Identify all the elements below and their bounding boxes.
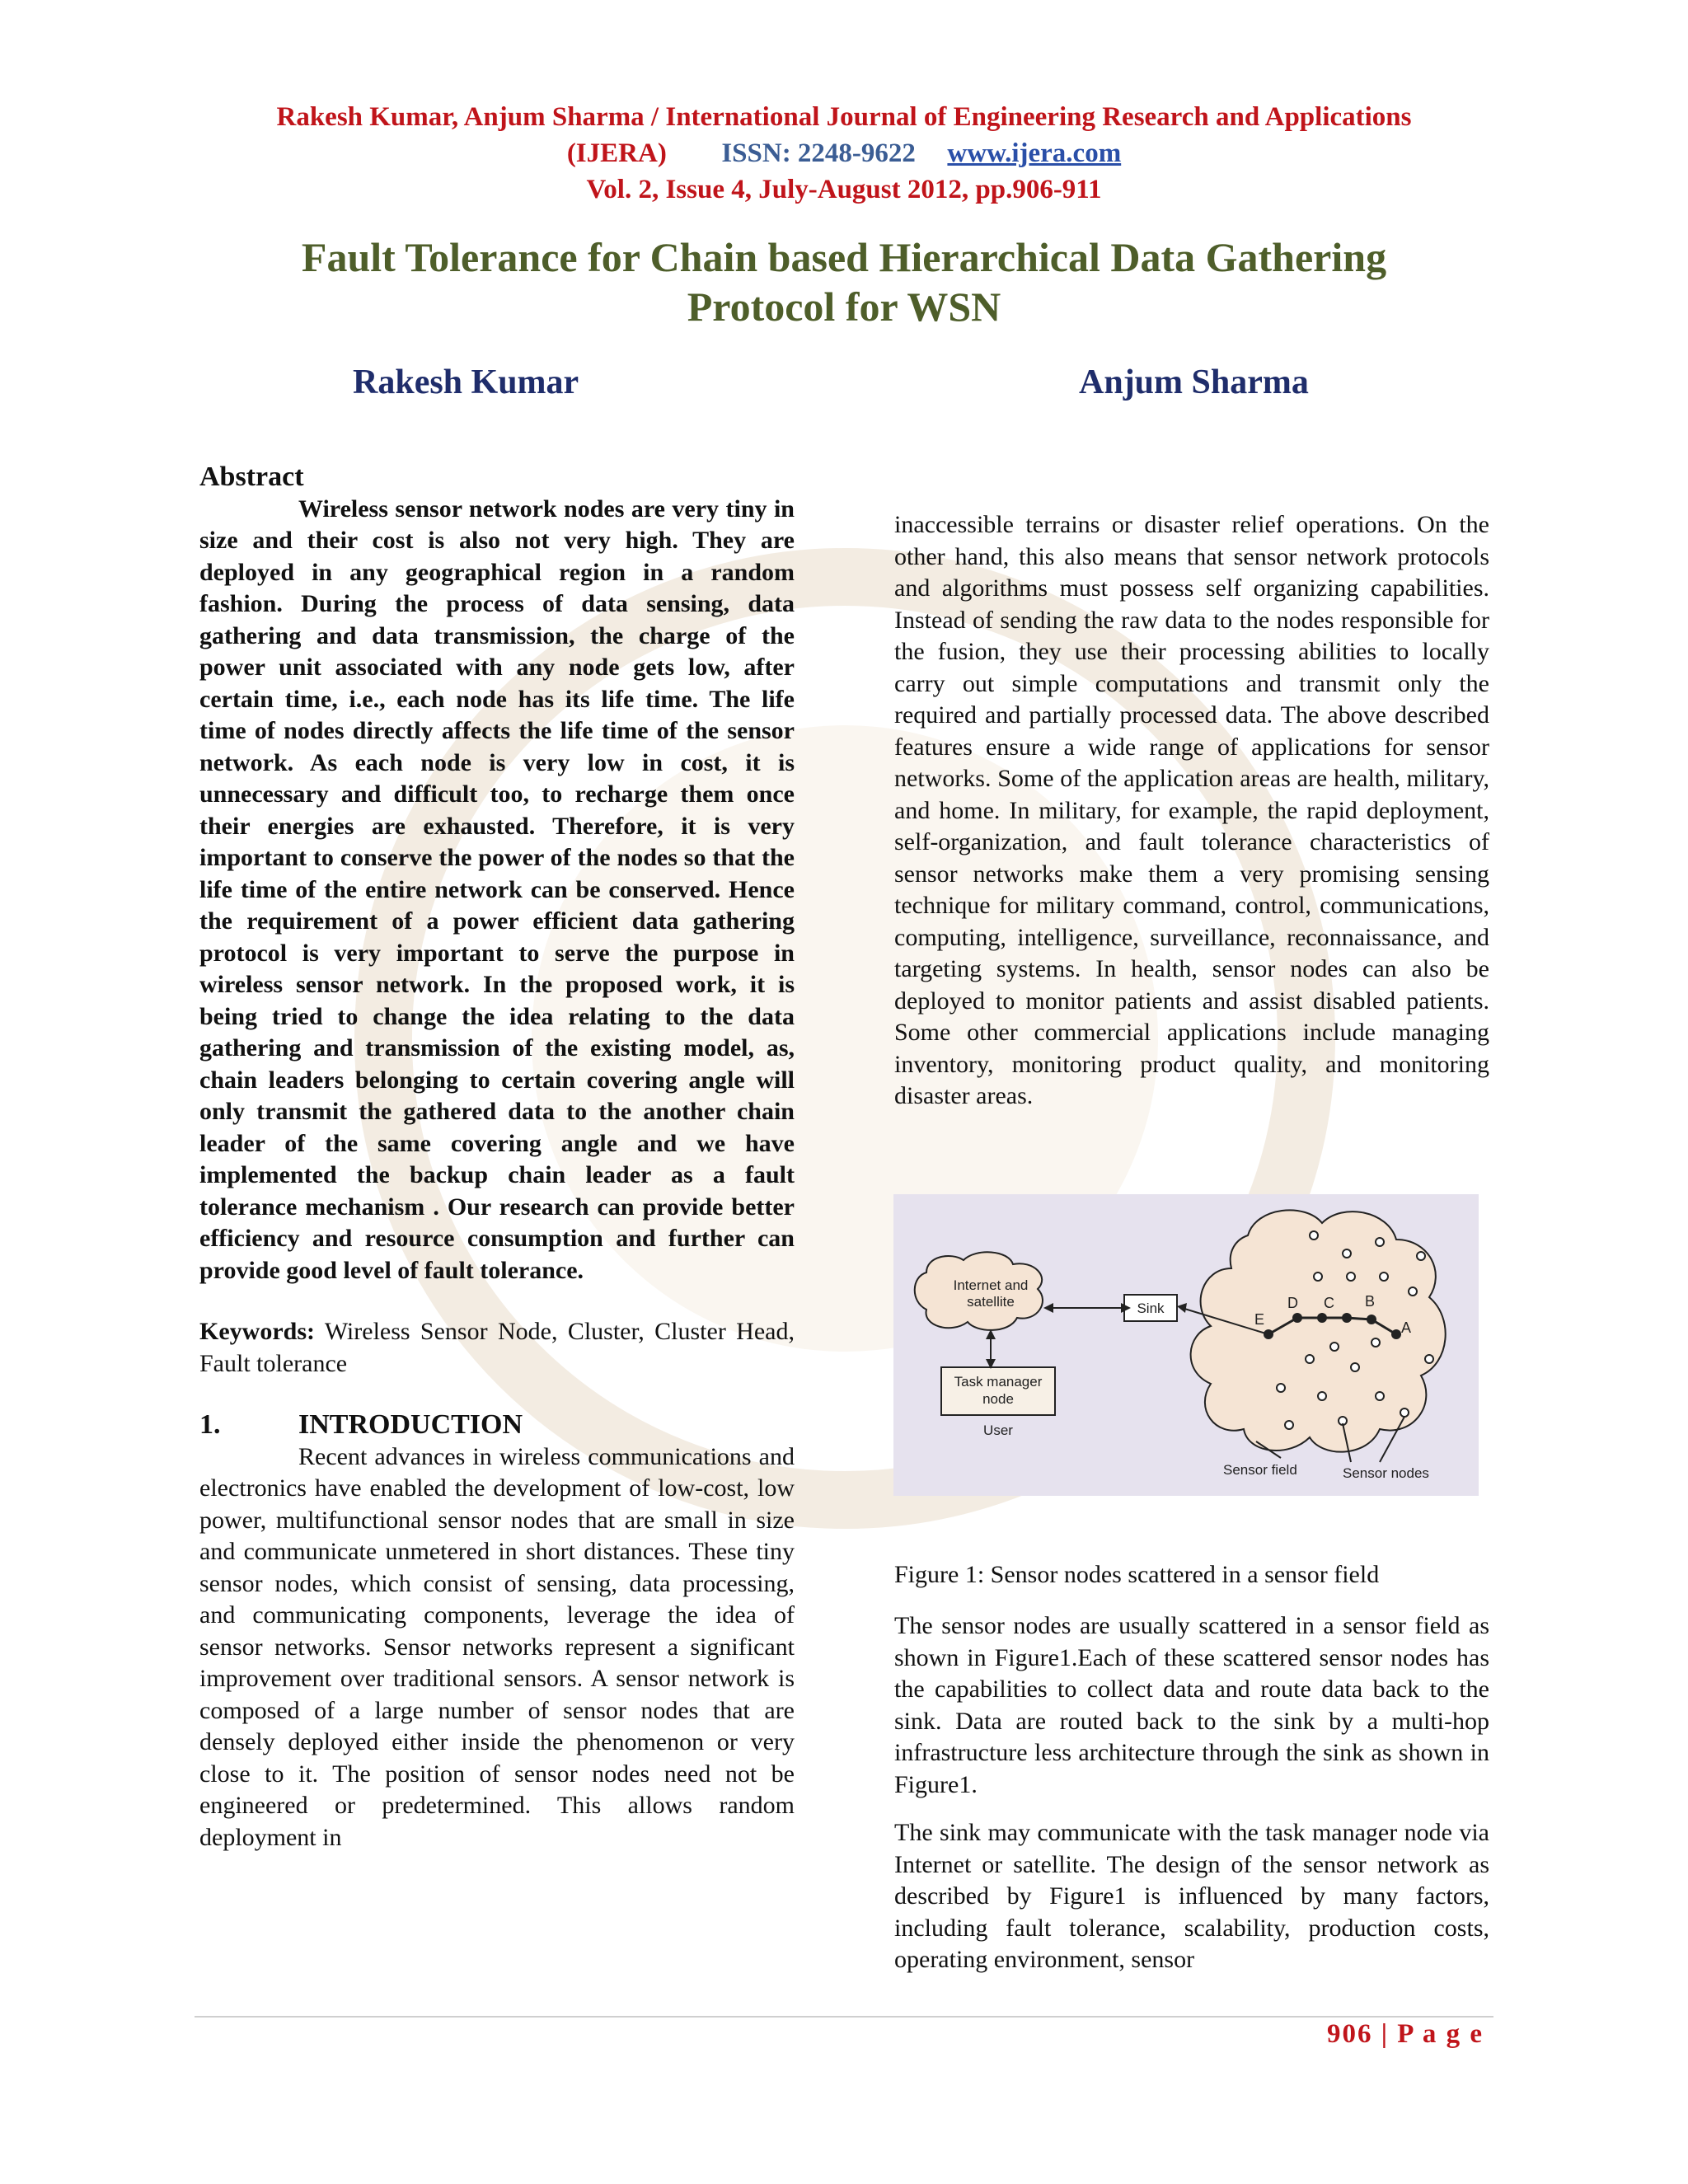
node-label-d: D [1287, 1295, 1298, 1311]
task-manager-label-line1: Task manager [954, 1374, 1043, 1390]
node-label-e: E [1254, 1311, 1265, 1328]
journal-website-link[interactable]: www.ijera.com [947, 138, 1122, 168]
figure-caption: Figure 1: Sensor nodes scattered in a sensor field [894, 1561, 1380, 1588]
journal-header-line2 [0, 135, 1688, 171]
right-column-top [894, 509, 1489, 1113]
abstract-text: Wireless sensor network nodes are very tiny in size and their cost is also not very high. They are deployed in any geographical region in a random fashion. During the process of data sensing, data gathering and data transmission, the charge of the power unit associated with any node gets low, after certain time, i.e., each node has its life time. The life time of nodes directly affects the life time of the sensor network. As each node is very low in cost, it is unnecessary and difficult too, to recharge them once their energies are exhausted. Therefore, it is very important to conserve the power of the nodes so that the life time of the entire network can be conserved. Hence the requirement of a power efficient data gathering protocol is very important to serve the purpose in wireless sensor network. In the proposed work, it is being tried to change the idea relating to the data gathering and transmission of the existing model, as, chain leaders belonging to certain covering angle will only transmit the gathered data to the another chain leader of the same covering angle and we have implemented the backup chain leader as a fault tolerance mechanism . Our research can provide better efficiency and resource consumption and further can provide good level of fault tolerance. [199, 494, 795, 1284]
right-paragraph-3: The sink may communicate with the task manager node via Internet or satellite. The design of the sensor network as described by Figure1 is influenced by many factors, including fault tolerance, scalability, production costs, operating environment, sensor [894, 1819, 1489, 1973]
journal-abbr: (IJERA) [566, 138, 667, 168]
issn-text: ISSN: 2248-9622 [721, 138, 916, 168]
keywords-text: Wireless Sensor Node, Cluster, Cluster Head, Fault tolerance [199, 1318, 795, 1377]
right-column-bottom [894, 1610, 1489, 1976]
section-1-number: 1. [199, 1409, 221, 1440]
figure-sensor-network [893, 1194, 1479, 1496]
paper-title-line2: Protocol for WSN [687, 284, 1001, 330]
abstract-heading: Abstract [199, 462, 304, 492]
author-2: Anjum Sharma [1079, 363, 1309, 401]
page-number: 906 | P a g e [1326, 2019, 1484, 2049]
journal-header-line1: Rakesh Kumar, Anjum Sharma / International Journal of Engineering Research and Applications [276, 102, 1412, 132]
keywords-label: Keywords: [199, 1318, 315, 1345]
sensor-nodes-label: Sensor nodes [1343, 1465, 1429, 1481]
sink-label: Sink [1137, 1301, 1165, 1316]
keywords-paragraph [199, 1316, 795, 1380]
section-1-heading [199, 1409, 795, 1441]
node-label-c: C [1324, 1295, 1334, 1311]
node-label-b: B [1365, 1293, 1376, 1310]
sensor-field-label: Sensor field [1223, 1462, 1297, 1478]
internet-label-line2: satellite [967, 1294, 1015, 1310]
journal-header-line3: Vol. 2, Issue 4, July-August 2012, pp.906-911 [586, 175, 1102, 204]
right-paragraph-1: inaccessible terrains or disaster relief operations. On the other hand, this also means that sensor network protocols and algorithms must possess self organizing capabilities. Instead of sending the raw data to the nodes responsible for the fusion, they use their processing abilities to locally carry out simple computations and transmit only the required and partially processed data. The above described features ensure a wide range of applications for sensor networks. Some of the application areas are health, military, and home. In military, for example, the rapid deployment, self-organization, and fault tolerance characteristics of sensor networks make them a very promising sensing technique for military command, control, communications, computing, intelligence, surveillance, reconnaissance, and targeting systems. In health, sensor nodes can also be deployed to monitor patients and assist disabled patients. Some other commercial applications include managing inventory, monitoring product quality, and monitoring disaster areas. [894, 511, 1489, 1109]
right-paragraph-2: The sensor nodes are usually scattered in a sensor field as shown in Figure1.Each of these scattered sensor nodes has the capabilities to collect data and route data back to the sink. Data are routed back to the sink by a multi-hop infrastructure less architecture through the sink as shown in Figure1. [894, 1612, 1489, 1798]
author-1: Rakesh Kumar [353, 363, 579, 401]
footer-divider [195, 2016, 1493, 2018]
paper-title-line1: Fault Tolerance for Chain based Hierarchical Data Gathering [301, 234, 1387, 280]
user-label: User [983, 1422, 1013, 1438]
paper-title [0, 232, 1688, 331]
task-manager-label-line2: node [982, 1391, 1014, 1407]
internet-label-line1: Internet and [953, 1277, 1029, 1293]
sensor-network-diagram [893, 1194, 1479, 1496]
introduction-text: Recent advances in wireless communications and electronics have enabled the development of low-cost, low power, multifunctional sensor nodes that are small in size and communicate unmetered in short distances. These tiny sensor nodes, which consist of sensing, data processing, and communicating components, leverage the idea of sensor networks. Sensor networks represent a significant improvement over traditional sensors. A sensor network is composed of a large number of sensor nodes that are densely deployed either inside the phenomenon or very close to it. The position of sensor nodes need not be engineered or predetermined. This allows random deployment in [199, 1442, 795, 1851]
node-label-a: A [1401, 1319, 1412, 1336]
section-1-title: INTRODUCTION [298, 1409, 523, 1440]
left-column [199, 462, 795, 1854]
